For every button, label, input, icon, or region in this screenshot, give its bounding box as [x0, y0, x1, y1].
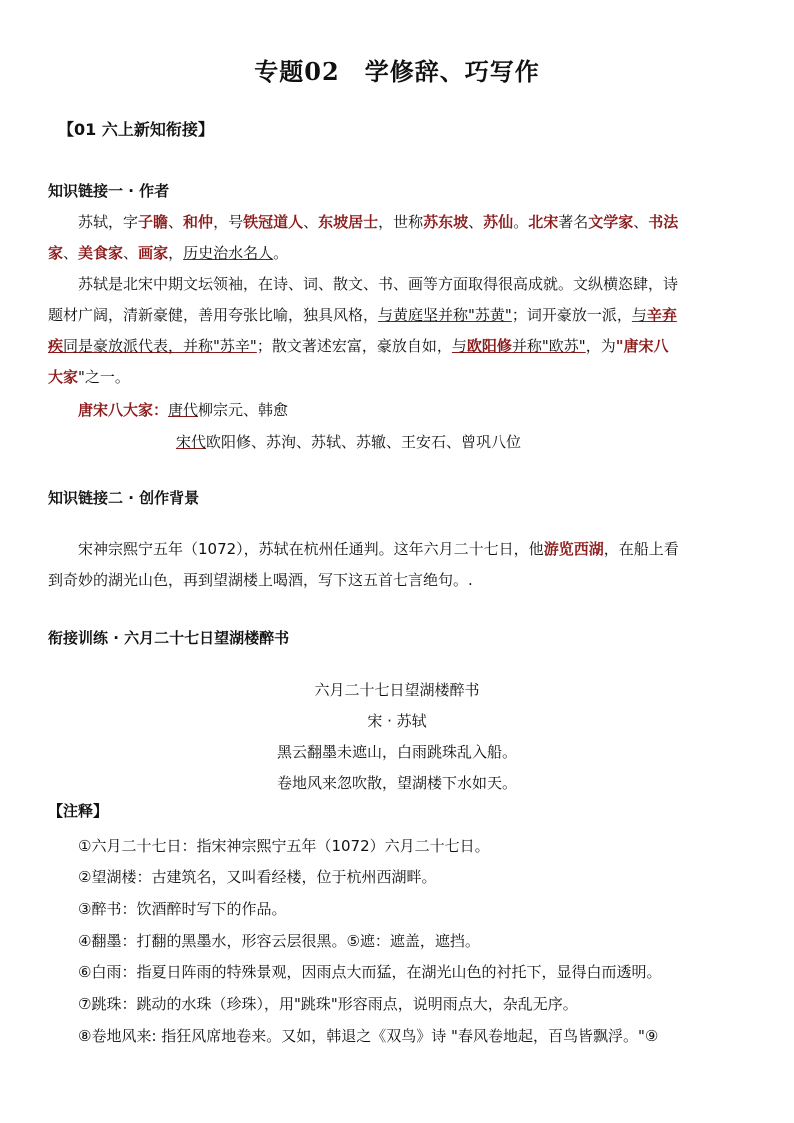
link2-heading: 知识链接二 · 创作背景 [48, 489, 200, 507]
eight-masters-tang: 唐宋八大家：唐代柳宗元、韩愈 [78, 401, 289, 419]
page-title: 专题02 学修辞、巧写作 [254, 57, 540, 86]
note-item: ①六月二十七日：指宋神宗熙宁五年（1072）六月二十七日。 [78, 837, 490, 855]
eight-masters-song: 宋代欧阳修、苏洵、苏轼、苏辙、王安石、曾巩八位 [176, 433, 522, 451]
author-paragraph-line1: 苏轼，字子瞻、和仲，号铁冠道人、东坡居士，世称苏东坡、苏仙。北宋著名文学家、书法 [78, 213, 679, 231]
note-item: ②望湖楼：古建筑名，又叫看经楼，位于杭州西湖畔。 [78, 868, 437, 886]
note-item: ⑦跳珠：跳动的水珠（珍珠），用"跳珠"形容雨点，说明雨点大，杂乱无序。 [78, 995, 578, 1013]
achievement-line2: 题材广阔，清新豪健，善用夸张比喻，独具风格，与黄庭坚并称"苏黄"；词开豪放一派，与辛弃 [48, 306, 677, 324]
achievement-line1: 苏轼是北宋中期文坛领袖，在诗、词、散文、书、画等方面取得很高成就。文纵横恣肆，诗 [78, 275, 679, 293]
note-item: ⑥白雨：指夏日阵雨的特殊景观，因雨点大而猛，在湖光山色的衬托下，显得白而透明。 [78, 963, 662, 981]
poem-line1: 黑云翻墨未遮山，白雨跳珠乱入船。 [276, 743, 517, 761]
note-item: ④翻墨：打翻的黑墨水，形容云层很黑。⑤遮：遮盖，遮挡。 [78, 932, 480, 950]
poem-line2: 卷地风来忽吹散，望湖楼下水如天。 [276, 774, 517, 792]
training-heading: 衔接训练 · 六月二十七日望湖楼醉书 [48, 629, 290, 647]
poem-title: 六月二十七日望湖楼醉书 [314, 681, 480, 699]
achievement-line4: 大家"之一。 [48, 368, 130, 386]
note-item: ⑧卷地风来: 指狂风席地卷来。又如，韩退之《双鸟》诗 "春风卷地起，百鸟皆飘浮。"⑨ [78, 1027, 659, 1045]
poem-author: 宋 · 苏轼 [367, 712, 427, 730]
link1-heading: 知识链接一 · 作者 [48, 182, 170, 200]
achievement-line3: 疾同是豪放派代表，并称"苏辛"；散文著述宏富，豪放自如，与欧阳修并称"欧苏"，为"唐宋八 [48, 337, 669, 355]
section-heading: 【01 六上新知衔接】 [58, 120, 214, 139]
background-line1: 宋神宗熙宁五年（1072），苏轼在杭州任通判。这年六月二十七日，他游览西湖，在船上看 [78, 540, 679, 558]
background-line2: 到奇妙的湖光山色，再到望湖楼上喝酒，写下这五首七言绝句。. [48, 571, 473, 589]
note-item: ③醉书：饮酒醉时写下的作品。 [78, 900, 287, 918]
notes-heading: 【注释】 [48, 802, 109, 820]
author-paragraph-line2: 家、美食家、画家，历史治水名人。 [48, 244, 289, 262]
